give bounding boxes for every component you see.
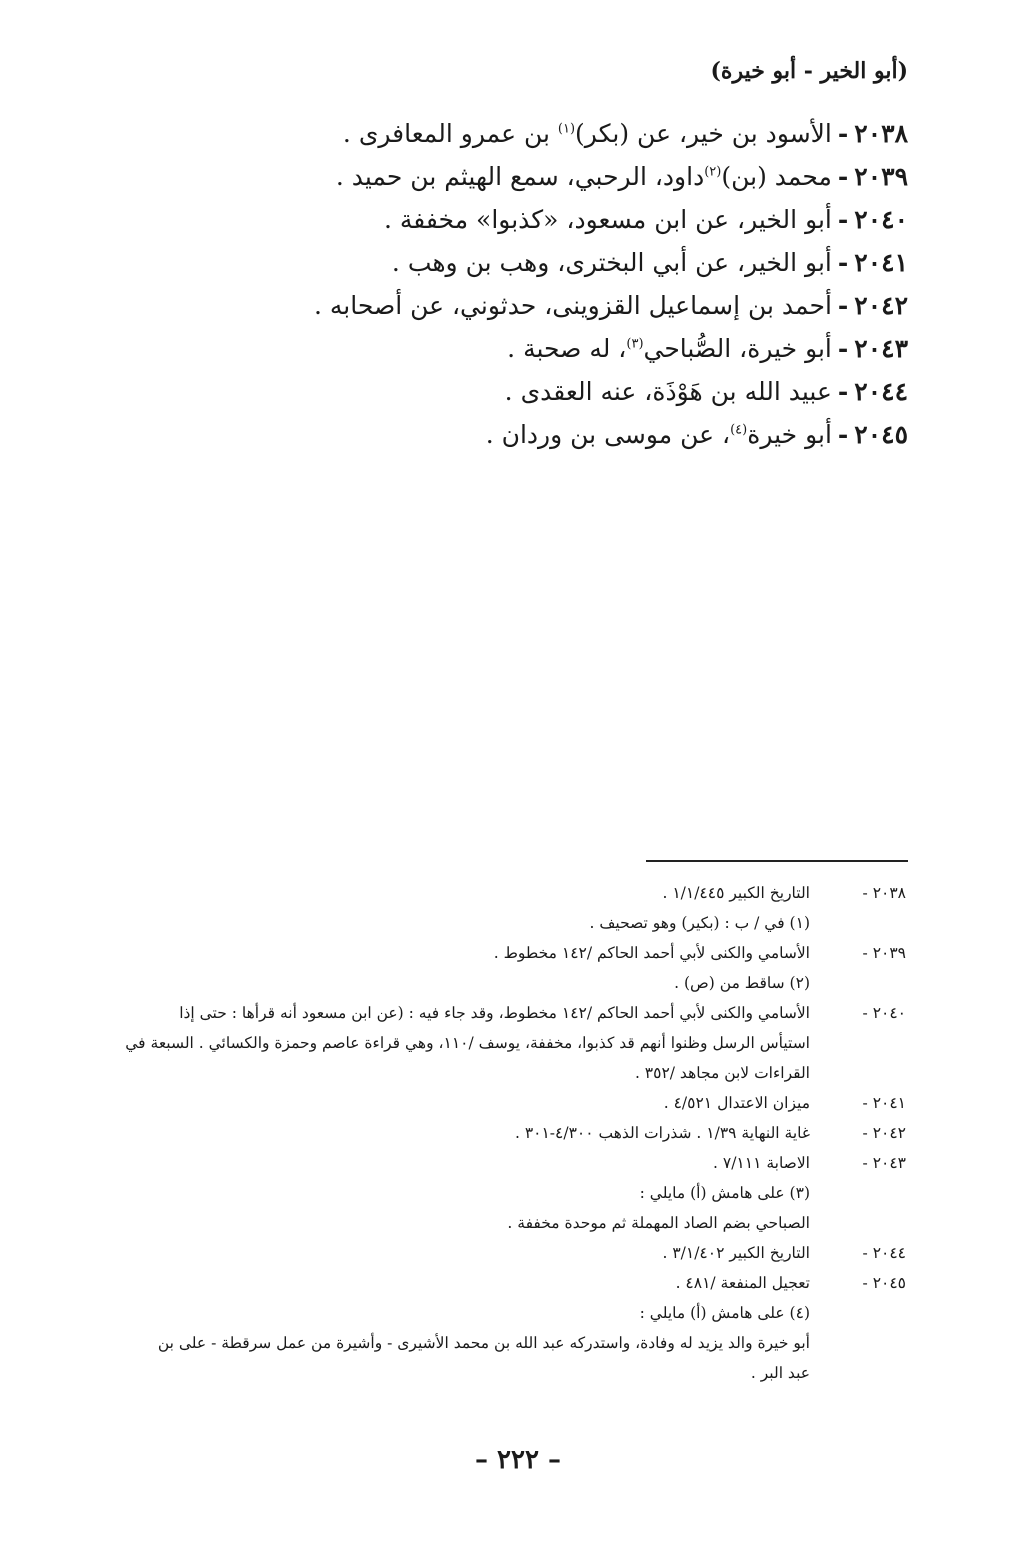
entry-text-continued: بن عمرو المعافرى . (342, 119, 558, 148)
footnote-entry-ref: ٢٠٤٠ - (862, 1004, 906, 1022)
footnote-body (106, 1238, 810, 1268)
footnote-line: الأسامي والكنى لأبي أحمد الحاكم /١٤٢ مخطوط، وقد جاء فيه : (عن ابن مسعود أنه قرأها : حتى إذا (179, 1004, 810, 1022)
footnote-line: (٢) ساقط من (ص) . (674, 974, 810, 992)
footnote-entry-ref: ٢٠٤٣ - (862, 1154, 906, 1172)
footnote-row (106, 878, 906, 938)
entry-text: عبيد الله بن هَوْذَة، عنه العقدى . (504, 377, 832, 406)
footnote-line: القراءات لابن مجاهد /٣٥٢ . (634, 1064, 810, 1082)
entry-separator: - (837, 162, 849, 191)
entry-text: أبو خيرة، الصُّباحي (643, 334, 832, 363)
footnote-body (106, 1268, 810, 1388)
entry-separator: - (837, 248, 849, 277)
entry-number: ٢٠٤٣ (854, 334, 908, 363)
entry-separator: - (837, 291, 849, 320)
footnote-line: التاريخ الكبير ٣/١/٤٠٢ . (662, 1244, 810, 1262)
entry-text: الأسود بن خير، عن (بكر) (575, 119, 832, 148)
entry-item (108, 241, 908, 284)
footnote-row (106, 1238, 906, 1268)
entry-item (108, 198, 908, 241)
footnote-marker: (٢) (704, 164, 722, 180)
entry-number: ٢٠٤٢ (854, 291, 908, 320)
footnote-body (106, 1088, 810, 1118)
footnote-row (106, 1088, 906, 1118)
footnote-line: (١) في / ب : (بكير) وهو تصحيف . (589, 914, 810, 932)
entry-text-continued: ، عن موسى بن وردان . (485, 420, 731, 449)
footnote-line: الصباحي بضم الصاد المهملة ثم موحدة مخففة . (507, 1214, 810, 1232)
entry-separator: - (837, 334, 849, 363)
entry-number: ٢٠٤٥ (854, 420, 908, 449)
footnote-row (106, 938, 906, 998)
entry-text-continued: ، له صحبة . (507, 334, 627, 363)
footnote-marker: (٤) (730, 422, 748, 438)
footnote-row (106, 1268, 906, 1388)
entry-text: أحمد بن إسماعيل القزوينى، حدثوني، عن أصحابه . (313, 291, 832, 320)
entry-text: أبو خيرة (747, 420, 832, 449)
footnote-body (106, 998, 810, 1088)
footnote-line: استيأس الرسل وظنوا أنهم قد كذبوا، مخففة، يوسف /١١٠، وهي قراءة عاصم وحمزة والكسائي . السبعة في (125, 1034, 810, 1052)
footnote-entry-ref: ٢٠٤٥ - (862, 1274, 906, 1292)
entry-list (108, 112, 908, 456)
entry-separator: - (837, 377, 849, 406)
entry-number: ٢٠٣٨ (854, 119, 908, 148)
entry-text: محمد (بن) (721, 162, 832, 191)
footnote-separator (646, 860, 908, 862)
footnote-line: الأسامي والكنى لأبي أحمد الحاكم /١٤٢ مخطوط . (493, 944, 810, 962)
footnote-body (106, 1118, 810, 1148)
footnote-body (106, 938, 810, 998)
footnote-marker: (٣) (626, 336, 644, 352)
footnote-body (106, 878, 810, 938)
entry-number: ٢٠٤٠ (854, 205, 908, 234)
entry-separator: - (837, 205, 849, 234)
footnote-row (106, 1148, 906, 1238)
footnote-line: عبد البر . (750, 1364, 810, 1382)
footnote-line: تعجيل المنفعة /٤٨١ . (675, 1274, 810, 1292)
footnote-entry-ref: ٢٠٣٩ - (862, 944, 906, 962)
entry-item (108, 370, 908, 413)
entry-item (108, 327, 908, 370)
footnote-marker: (١) (557, 121, 576, 137)
footnote-line: أبو خيرة والد يزيد له وفادة، واستدركه عبد الله بن محمد الأشيرى - وأشيرة من عمل سرقطة - على بن (157, 1334, 810, 1352)
footnote-row (106, 1118, 906, 1148)
footnote-line: ميزان الاعتدال ٤/٥٢١ . (663, 1094, 810, 1112)
entry-text: أبو الخير، عن أبي البخترى، وهب بن وهب . (391, 248, 832, 277)
entry-item (108, 112, 908, 155)
footnote-entry-ref: ٢٠٤٤ - (862, 1244, 906, 1262)
footnote-entry-ref: ٢٠٤١ - (862, 1094, 906, 1112)
running-head: (أبو الخير - أبو خيرة) (710, 58, 908, 84)
footnote-body (106, 1148, 810, 1238)
entry-item (108, 413, 908, 456)
entry-separator: - (837, 420, 849, 449)
footnote-line: الاصابة ٧/١١١ . (713, 1154, 810, 1172)
footnote-entry-ref: ٢٠٣٨ - (862, 884, 906, 902)
entry-number: ٢٠٤١ (854, 248, 908, 277)
footnote-row (106, 998, 906, 1088)
entry-item (108, 155, 908, 198)
footnote-entry-ref: ٢٠٤٢ - (862, 1124, 906, 1142)
entry-text-continued: داود، الرحبي، سمع الهيثم بن حميد . (335, 162, 705, 191)
footnote-line: (٣) على هامش (أ) مايلي : (639, 1184, 810, 1202)
entry-separator: - (837, 119, 849, 148)
footnote-list (106, 878, 906, 1388)
entry-number: ٢٠٣٩ (854, 162, 908, 191)
entry-text: أبو الخير، عن ابن مسعود، «كذبوا» مخففة . (383, 205, 832, 234)
footnote-line: التاريخ الكبير ١/١/٤٤٥ . (662, 884, 810, 902)
entry-number: ٢٠٤٤ (854, 377, 908, 406)
page-number: – ٢٢٢ – (474, 1445, 562, 1475)
footnote-line: (٤) على هامش (أ) مايلي : (639, 1304, 810, 1322)
footnote-line: غاية النهاية ١/٣٩ . شذرات الذهب ٤/٣٠٠-٣٠١ . (514, 1124, 810, 1142)
entry-item (108, 284, 908, 327)
